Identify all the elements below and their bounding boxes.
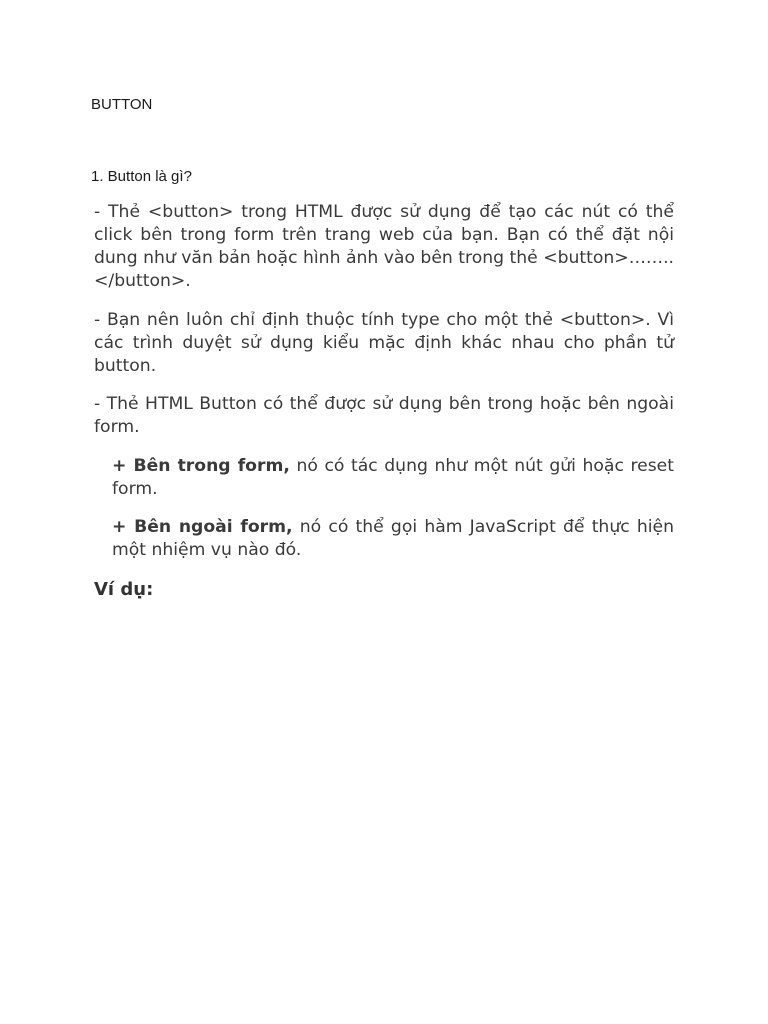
bullet-inside-form-label: + Bên trong form, (112, 455, 290, 476)
paragraph-definition: - Thẻ <button> trong HTML được sử dụng để tạo các nút có thể click bên trong form trên trang web của bạn. Bạn có thể đặt nội dung như văn bản hoặc hình ảnh vào bên trong thẻ <button>……..</button>. (94, 202, 674, 291)
bullet-inside-form (94, 455, 674, 501)
bullet-outside-form (94, 516, 674, 562)
example-label: Ví dụ: (94, 578, 154, 600)
document-title: BUTTON (91, 96, 153, 113)
paragraph-type-attribute: - Bạn nên luôn chỉ định thuộc tính type cho một thẻ <button>. Vì các trình duyệt sử dụng kiểu mặc định khác nhau cho phần tử button. (94, 309, 674, 376)
bullet-outside-form-text: nó có thể gọi hàm JavaScript để thực hiện một nhiệm vụ nào đó. (112, 517, 675, 560)
bullet-inside-form-text: nó có tác dụng như một nút gửi hoặc reset form. (112, 455, 674, 499)
body-content (94, 201, 674, 601)
section-heading: 1. Button là gì? (91, 168, 192, 185)
bullet-outside-form-label: + Bên ngoài form, (112, 517, 293, 537)
paragraph-usage: - Thẻ HTML Button có thể được sử dụng bên trong hoặc bên ngoài form. (94, 394, 674, 437)
